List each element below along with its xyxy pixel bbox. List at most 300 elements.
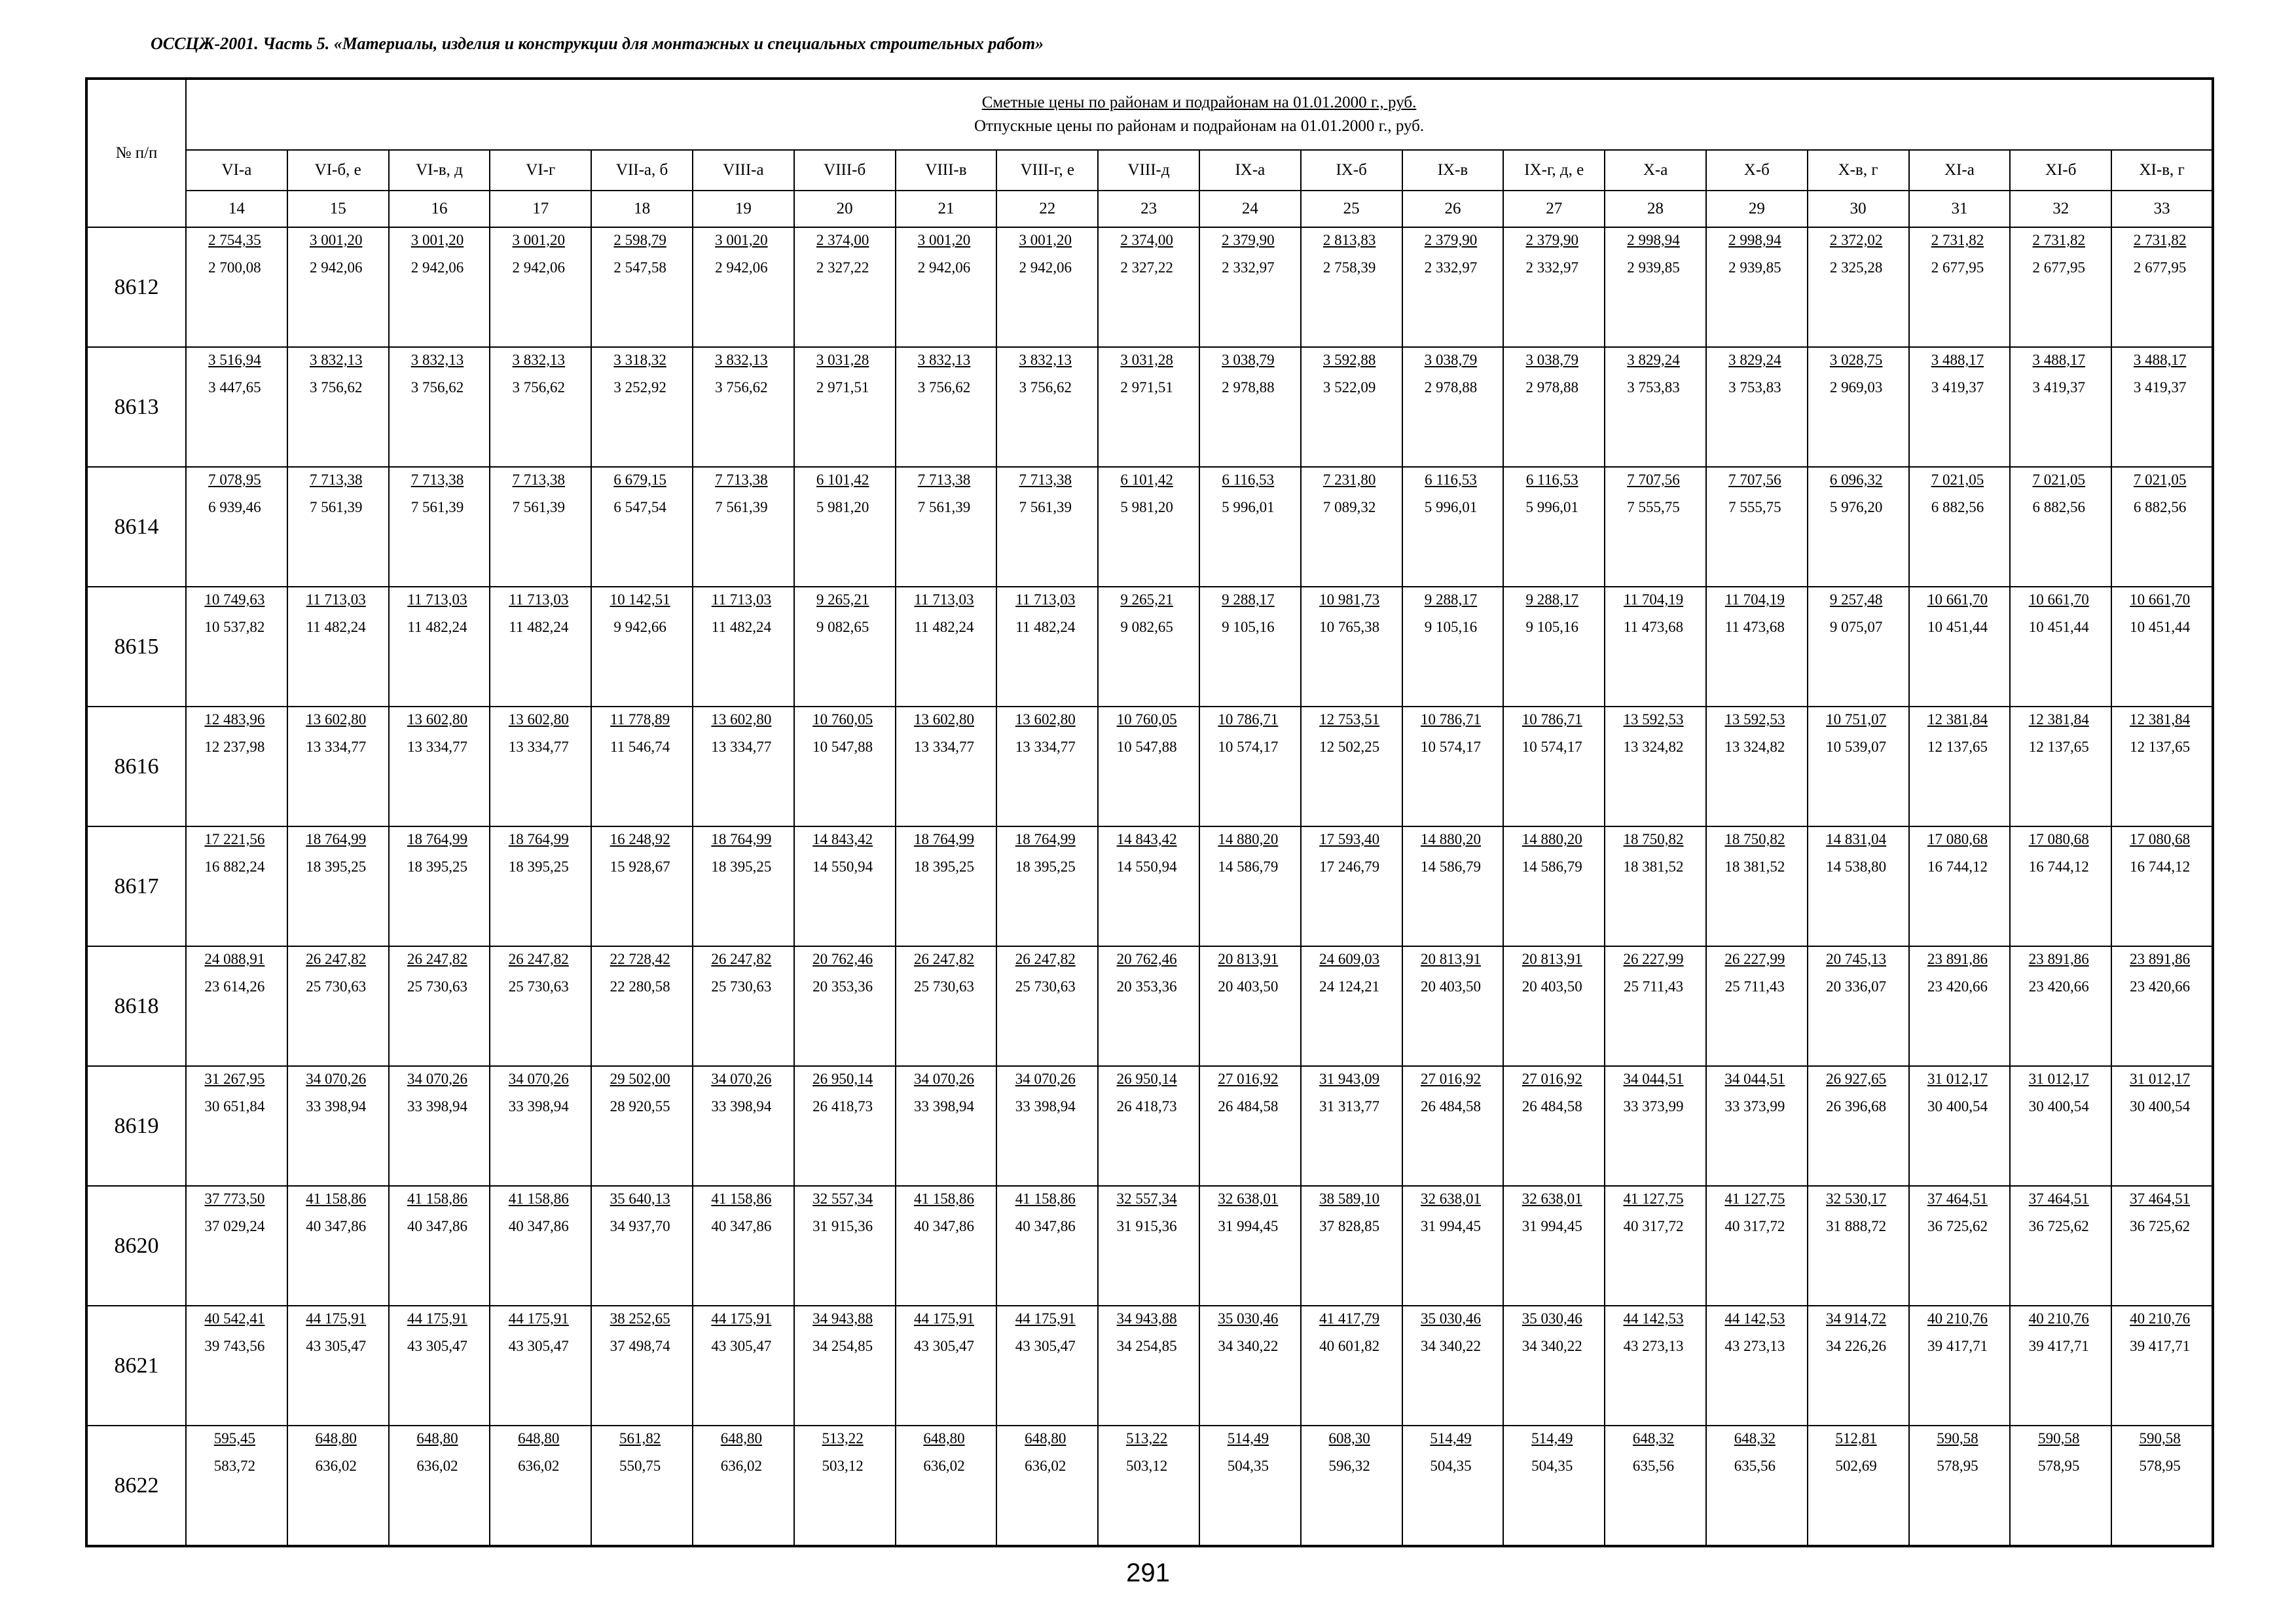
release-price: 43 305,47 [306, 1338, 367, 1354]
price-cell [1503, 826, 1605, 946]
price-cell [1098, 1066, 1199, 1186]
price-cell [1706, 1066, 1808, 1186]
price-cell [1605, 1426, 1706, 1546]
price-cell [1199, 227, 1301, 347]
release-price: 24 124,21 [1319, 978, 1380, 995]
estimate-price: 41 158,86 [306, 1190, 367, 1207]
estimate-price: 24 609,03 [1319, 951, 1380, 967]
price-cell [1909, 347, 2011, 467]
price-cell [2010, 227, 2111, 347]
estimate-price: 20 813,91 [1522, 951, 1582, 967]
price-cell [693, 1066, 794, 1186]
release-price: 9 105,16 [1424, 619, 1478, 635]
release-price: 2 942,06 [917, 259, 971, 276]
price-cell [1706, 1306, 1808, 1426]
price-cell [693, 1426, 794, 1546]
district-header: IX-а [1199, 150, 1301, 191]
price-cell [2010, 826, 2111, 946]
table-row [86, 587, 2213, 707]
price-cell [1605, 946, 1706, 1066]
district-header: XI-в, г [2111, 150, 2213, 191]
price-cell [389, 1066, 490, 1186]
price-cell [896, 826, 997, 946]
price-cell [1098, 1306, 1199, 1426]
price-cell [287, 1306, 389, 1426]
release-price: 23 420,66 [2130, 978, 2191, 995]
release-price: 636,02 [416, 1458, 458, 1474]
estimate-price: 18 764,99 [711, 831, 772, 847]
release-price: 2 978,88 [1424, 379, 1478, 396]
estimate-price: 3 488,17 [2133, 352, 2187, 368]
estimate-price: 7 078,95 [208, 471, 261, 488]
release-price: 2 942,06 [715, 259, 768, 276]
release-price: 11 546,74 [610, 739, 670, 755]
estimate-price: 34 943,88 [1116, 1310, 1177, 1327]
price-cell [287, 707, 389, 826]
estimate-price: 648,32 [1632, 1430, 1675, 1447]
release-price: 13 334,77 [407, 739, 467, 755]
price-cell [1503, 1306, 1605, 1426]
release-price: 2 942,06 [1019, 259, 1072, 276]
district-header: VIII-г, е [996, 150, 1098, 191]
release-price: 39 417,71 [2130, 1338, 2191, 1354]
estimate-price: 7 021,05 [2133, 471, 2187, 488]
estimate-price: 12 381,84 [2028, 711, 2089, 728]
release-price: 13 334,77 [1015, 739, 1076, 755]
row-code: 8617 [86, 826, 186, 946]
price-cell [1301, 1306, 1402, 1426]
estimate-price: 3 038,79 [1222, 352, 1275, 368]
release-price: 26 484,58 [1218, 1098, 1279, 1115]
table-row [86, 347, 2213, 467]
release-price: 2 327,22 [816, 259, 869, 276]
release-price: 6 882,56 [1931, 499, 1984, 515]
release-price: 7 555,75 [1728, 499, 1781, 515]
price-cell [1605, 707, 1706, 826]
price-cell [693, 707, 794, 826]
estimate-price: 18 764,99 [306, 831, 367, 847]
release-price: 5 996,01 [1424, 499, 1478, 515]
estimate-price: 3 038,79 [1525, 352, 1578, 368]
estimate-price: 26 247,82 [306, 951, 367, 967]
release-price: 9 075,07 [1829, 619, 1883, 635]
estimate-price: 20 813,91 [1420, 951, 1481, 967]
price-cell [794, 1066, 896, 1186]
release-price: 503,12 [1125, 1458, 1168, 1474]
price-cell [1301, 227, 1402, 347]
estimate-price: 34 044,51 [1724, 1071, 1785, 1087]
release-price: 9 082,65 [816, 619, 869, 635]
price-cell [996, 1306, 1098, 1426]
price-cell [1605, 1186, 1706, 1306]
release-price: 12 502,25 [1319, 739, 1380, 755]
release-price: 596,32 [1328, 1458, 1370, 1474]
price-cell [490, 1306, 591, 1426]
release-price: 2 971,51 [816, 379, 869, 396]
release-price: 3 447,65 [208, 379, 261, 396]
price-cell [1199, 1306, 1301, 1426]
price-cell [1503, 587, 1605, 707]
price-cell [1808, 587, 1909, 707]
release-price: 10 547,88 [812, 739, 873, 755]
row-code: 8616 [86, 707, 186, 826]
release-price: 6 882,56 [2032, 499, 2085, 515]
price-cell [996, 467, 1098, 587]
estimate-price: 3 001,20 [715, 232, 768, 248]
estimate-price: 10 760,05 [1116, 711, 1177, 728]
estimate-price: 3 516,94 [208, 352, 261, 368]
release-price: 2 939,85 [1728, 259, 1781, 276]
estimate-price: 3 001,20 [410, 232, 464, 248]
estimate-price: 41 158,86 [508, 1190, 569, 1207]
release-price: 2 969,03 [1829, 379, 1883, 396]
release-price: 30 651,84 [204, 1098, 265, 1115]
release-price: 20 336,07 [1826, 978, 1887, 995]
price-cell [1706, 1426, 1808, 1546]
estimate-price: 41 417,79 [1319, 1310, 1380, 1327]
estimate-price: 7 231,80 [1322, 471, 1376, 488]
release-price: 635,56 [1632, 1458, 1675, 1474]
release-price: 18 381,52 [1724, 858, 1785, 875]
row-code: 8613 [86, 347, 186, 467]
estimate-price: 32 638,01 [1522, 1190, 1582, 1207]
price-cell [1909, 1306, 2011, 1426]
price-cell [490, 707, 591, 826]
price-cell [1402, 1426, 1504, 1546]
price-cell [1402, 227, 1504, 347]
estimate-price: 37 773,50 [204, 1190, 265, 1207]
estimate-price: 10 786,71 [1420, 711, 1481, 728]
estimate-price: 17 080,68 [2028, 831, 2089, 847]
release-price: 33 398,94 [711, 1098, 772, 1115]
price-cell [186, 467, 287, 587]
price-cell [591, 1186, 693, 1306]
release-price: 43 273,13 [1623, 1338, 1684, 1354]
estimate-price: 7 713,38 [917, 471, 971, 488]
estimate-price: 35 030,46 [1420, 1310, 1481, 1327]
price-cell [996, 1186, 1098, 1306]
release-price: 3 756,62 [1019, 379, 1072, 396]
column-number: 15 [287, 191, 389, 227]
price-cell [1909, 587, 2011, 707]
price-cell [2111, 1186, 2213, 1306]
price-cell [389, 587, 490, 707]
estimate-price: 35 030,46 [1522, 1310, 1582, 1327]
release-price: 31 994,45 [1420, 1218, 1481, 1234]
price-cell [591, 1066, 693, 1186]
estimate-price: 7 713,38 [309, 471, 363, 488]
estimate-price: 44 175,91 [1015, 1310, 1076, 1327]
estimate-price: 3 318,32 [613, 352, 666, 368]
estimate-price: 41 158,86 [913, 1190, 974, 1207]
estimate-price: 41 127,75 [1724, 1190, 1785, 1207]
price-cell [490, 227, 591, 347]
release-price: 2 547,58 [613, 259, 666, 276]
release-price: 40 347,86 [913, 1218, 974, 1234]
num-column-header: № п/п [86, 79, 186, 227]
release-price: 14 586,79 [1522, 858, 1582, 875]
estimate-price: 18 764,99 [913, 831, 974, 847]
release-price: 2 978,88 [1222, 379, 1275, 396]
price-cell [1098, 707, 1199, 826]
release-price: 504,35 [1227, 1458, 1269, 1474]
estimate-price: 16 248,92 [610, 831, 670, 847]
estimate-price: 32 638,01 [1420, 1190, 1481, 1207]
price-cell [591, 946, 693, 1066]
price-cell [2010, 707, 2111, 826]
estimate-price: 31 012,17 [2130, 1071, 2191, 1087]
release-price: 12 237,98 [204, 739, 265, 755]
release-price: 11 482,24 [306, 619, 366, 635]
release-price: 33 398,94 [1015, 1098, 1076, 1115]
release-price: 25 730,63 [407, 978, 467, 995]
estimate-price: 44 142,53 [1623, 1310, 1684, 1327]
price-cell [1199, 1186, 1301, 1306]
release-price: 5 981,20 [816, 499, 869, 515]
release-price: 40 601,82 [1319, 1338, 1380, 1354]
price-cell [794, 347, 896, 467]
price-cell [1605, 1066, 1706, 1186]
price-cell [591, 467, 693, 587]
estimate-price: 31 012,17 [1927, 1071, 1988, 1087]
price-cell [1402, 467, 1504, 587]
release-price: 37 498,74 [610, 1338, 670, 1354]
estimate-price: 34 044,51 [1623, 1071, 1684, 1087]
release-price: 3 753,83 [1627, 379, 1680, 396]
row-code: 8615 [86, 587, 186, 707]
column-number: 17 [490, 191, 591, 227]
estimate-price: 35 030,46 [1218, 1310, 1279, 1327]
release-price: 34 340,22 [1218, 1338, 1279, 1354]
estimate-price: 6 101,42 [1120, 471, 1173, 488]
page-number: 291 [1126, 1559, 1170, 1587]
release-price: 3 522,09 [1322, 379, 1376, 396]
release-price: 31 915,36 [1116, 1218, 1177, 1234]
price-cell [490, 467, 591, 587]
release-price: 10 765,38 [1319, 619, 1380, 635]
price-cell [1402, 1066, 1504, 1186]
estimate-price: 35 640,13 [610, 1190, 670, 1207]
estimate-price: 11 713,03 [509, 591, 569, 608]
price-cell [591, 587, 693, 707]
release-price: 502,69 [1835, 1458, 1877, 1474]
price-cell [186, 227, 287, 347]
release-price: 40 347,86 [306, 1218, 367, 1234]
release-price: 636,02 [315, 1458, 357, 1474]
release-price: 2 700,08 [208, 259, 261, 276]
column-number: 28 [1605, 191, 1706, 227]
estimate-price: 10 661,70 [2028, 591, 2089, 608]
estimate-price: 12 381,84 [1927, 711, 1988, 728]
estimate-price: 2 379,90 [1222, 232, 1275, 248]
price-cell [2111, 826, 2213, 946]
price-cell [1098, 227, 1199, 347]
price-cell [794, 826, 896, 946]
release-price: 7 555,75 [1627, 499, 1680, 515]
release-price: 7 089,32 [1322, 499, 1376, 515]
estimate-price: 44 175,91 [306, 1310, 367, 1327]
release-price: 10 451,44 [2028, 619, 2089, 635]
column-number: 20 [794, 191, 896, 227]
release-price: 40 317,72 [1724, 1218, 1785, 1234]
estimate-price: 3 832,13 [410, 352, 464, 368]
release-price: 10 574,17 [1420, 739, 1481, 755]
estimate-price: 3 832,13 [917, 352, 971, 368]
district-header: VI-в, д [389, 150, 490, 191]
estimate-price: 595,45 [213, 1430, 256, 1447]
price-cell [1808, 227, 1909, 347]
estimate-price: 26 927,65 [1826, 1071, 1887, 1087]
release-price: 43 305,47 [711, 1338, 772, 1354]
price-cell [896, 1186, 997, 1306]
estimate-price: 37 464,51 [2130, 1190, 2191, 1207]
estimate-price: 20 762,46 [1116, 951, 1177, 967]
estimate-price: 3 488,17 [1931, 352, 1984, 368]
row-code: 8619 [86, 1066, 186, 1186]
price-cell [1199, 946, 1301, 1066]
price-cell [1301, 467, 1402, 587]
table-row [86, 826, 2213, 946]
release-price: 18 395,25 [1015, 858, 1076, 875]
district-header: XI-б [2010, 150, 2111, 191]
release-price: 7 561,39 [309, 499, 363, 515]
estimate-price: 9 257,48 [1829, 591, 1883, 608]
estimate-price: 26 247,82 [913, 951, 974, 967]
release-price: 9 942,66 [613, 619, 666, 635]
release-price: 40 347,86 [508, 1218, 569, 1234]
release-price: 18 395,25 [306, 858, 367, 875]
price-cell [996, 946, 1098, 1066]
price-cell [693, 1306, 794, 1426]
price-cell [794, 227, 896, 347]
release-prices-title: Отпускные цены по районам и подрайонам на 01.01.2000 г., руб. [974, 117, 1425, 135]
estimate-price: 38 589,10 [1319, 1190, 1380, 1207]
price-cell [186, 707, 287, 826]
release-price: 7 561,39 [512, 499, 566, 515]
column-number: 23 [1098, 191, 1199, 227]
release-price: 13 324,82 [1724, 739, 1785, 755]
price-cell [1605, 1306, 1706, 1426]
release-price: 3 756,62 [512, 379, 566, 396]
release-price: 14 586,79 [1218, 858, 1279, 875]
price-cell [1402, 1186, 1504, 1306]
price-cell [186, 826, 287, 946]
price-cell [1503, 946, 1605, 1066]
table-row [86, 1426, 2213, 1546]
column-number: 21 [896, 191, 997, 227]
release-price: 36 725,62 [1927, 1218, 1988, 1234]
estimate-price: 13 602,80 [508, 711, 569, 728]
estimate-price: 32 530,17 [1826, 1190, 1887, 1207]
price-cell [490, 347, 591, 467]
estimate-price: 6 679,15 [613, 471, 666, 488]
price-cell [1605, 826, 1706, 946]
estimate-price: 2 998,94 [1627, 232, 1680, 248]
estimate-price: 41 127,75 [1623, 1190, 1684, 1207]
price-cell [693, 587, 794, 707]
price-cell [1706, 227, 1808, 347]
estimate-price: 2 379,90 [1424, 232, 1478, 248]
price-cell [996, 826, 1098, 946]
table-row [86, 946, 2213, 1066]
estimate-price: 7 713,38 [1019, 471, 1072, 488]
estimate-price: 26 950,14 [812, 1071, 873, 1087]
price-cell [693, 347, 794, 467]
release-price: 26 396,68 [1826, 1098, 1887, 1115]
price-cell [1605, 587, 1706, 707]
price-cell [1808, 347, 1909, 467]
release-price: 26 484,58 [1420, 1098, 1481, 1115]
price-cell [1706, 946, 1808, 1066]
price-cell [2111, 1426, 2213, 1546]
release-price: 33 398,94 [407, 1098, 467, 1115]
estimate-price: 512,81 [1835, 1430, 1877, 1447]
release-price: 2 677,95 [2133, 259, 2187, 276]
estimate-price: 17 080,68 [2130, 831, 2191, 847]
release-price: 34 340,22 [1522, 1338, 1582, 1354]
price-cell [591, 347, 693, 467]
district-header: X-в, г [1808, 150, 1909, 191]
column-number: 33 [2111, 191, 2213, 227]
estimate-price: 3 001,20 [512, 232, 566, 248]
release-price: 3 252,92 [613, 379, 666, 396]
price-cell [1098, 946, 1199, 1066]
table-row [86, 1186, 2213, 1306]
estimate-price: 26 227,99 [1623, 951, 1684, 967]
release-price: 25 711,43 [1623, 978, 1684, 995]
price-cell [1503, 1186, 1605, 1306]
column-number: 26 [1402, 191, 1504, 227]
price-cell [1808, 707, 1909, 826]
price-cell [2111, 587, 2213, 707]
estimate-price: 24 088,91 [204, 951, 265, 967]
release-price: 2 942,06 [309, 259, 363, 276]
price-cell [287, 1426, 389, 1546]
release-price: 583,72 [213, 1458, 256, 1474]
release-price: 636,02 [720, 1458, 762, 1474]
price-cell [490, 946, 591, 1066]
price-cell [1808, 1066, 1909, 1186]
release-price: 34 226,26 [1826, 1338, 1887, 1354]
release-price: 12 137,65 [1927, 739, 1988, 755]
price-cell [490, 826, 591, 946]
estimate-price: 41 158,86 [711, 1190, 772, 1207]
release-price: 5 976,20 [1829, 499, 1883, 515]
release-price: 26 418,73 [812, 1098, 873, 1115]
estimate-price: 34 943,88 [812, 1310, 873, 1327]
release-price: 3 753,83 [1728, 379, 1781, 396]
estimate-price: 7 707,56 [1728, 471, 1781, 488]
price-cell [1301, 946, 1402, 1066]
release-price: 18 381,52 [1623, 858, 1684, 875]
release-price: 25 730,63 [508, 978, 569, 995]
estimate-price: 31 012,17 [2028, 1071, 2089, 1087]
price-cell [1402, 707, 1504, 826]
release-price: 2 332,97 [1525, 259, 1578, 276]
estimate-price: 648,80 [1025, 1430, 1066, 1447]
release-price: 5 996,01 [1525, 499, 1578, 515]
release-price: 13 334,77 [711, 739, 772, 755]
release-price: 39 417,71 [1927, 1338, 1988, 1354]
price-cell [996, 587, 1098, 707]
estimate-price: 3 028,75 [1829, 352, 1883, 368]
estimate-price: 26 247,82 [711, 951, 772, 967]
release-price: 2 332,97 [1222, 259, 1275, 276]
district-header: VI-б, е [287, 150, 389, 191]
table-row [86, 467, 2213, 587]
estimate-price: 27 016,92 [1420, 1071, 1481, 1087]
price-cell [1402, 587, 1504, 707]
